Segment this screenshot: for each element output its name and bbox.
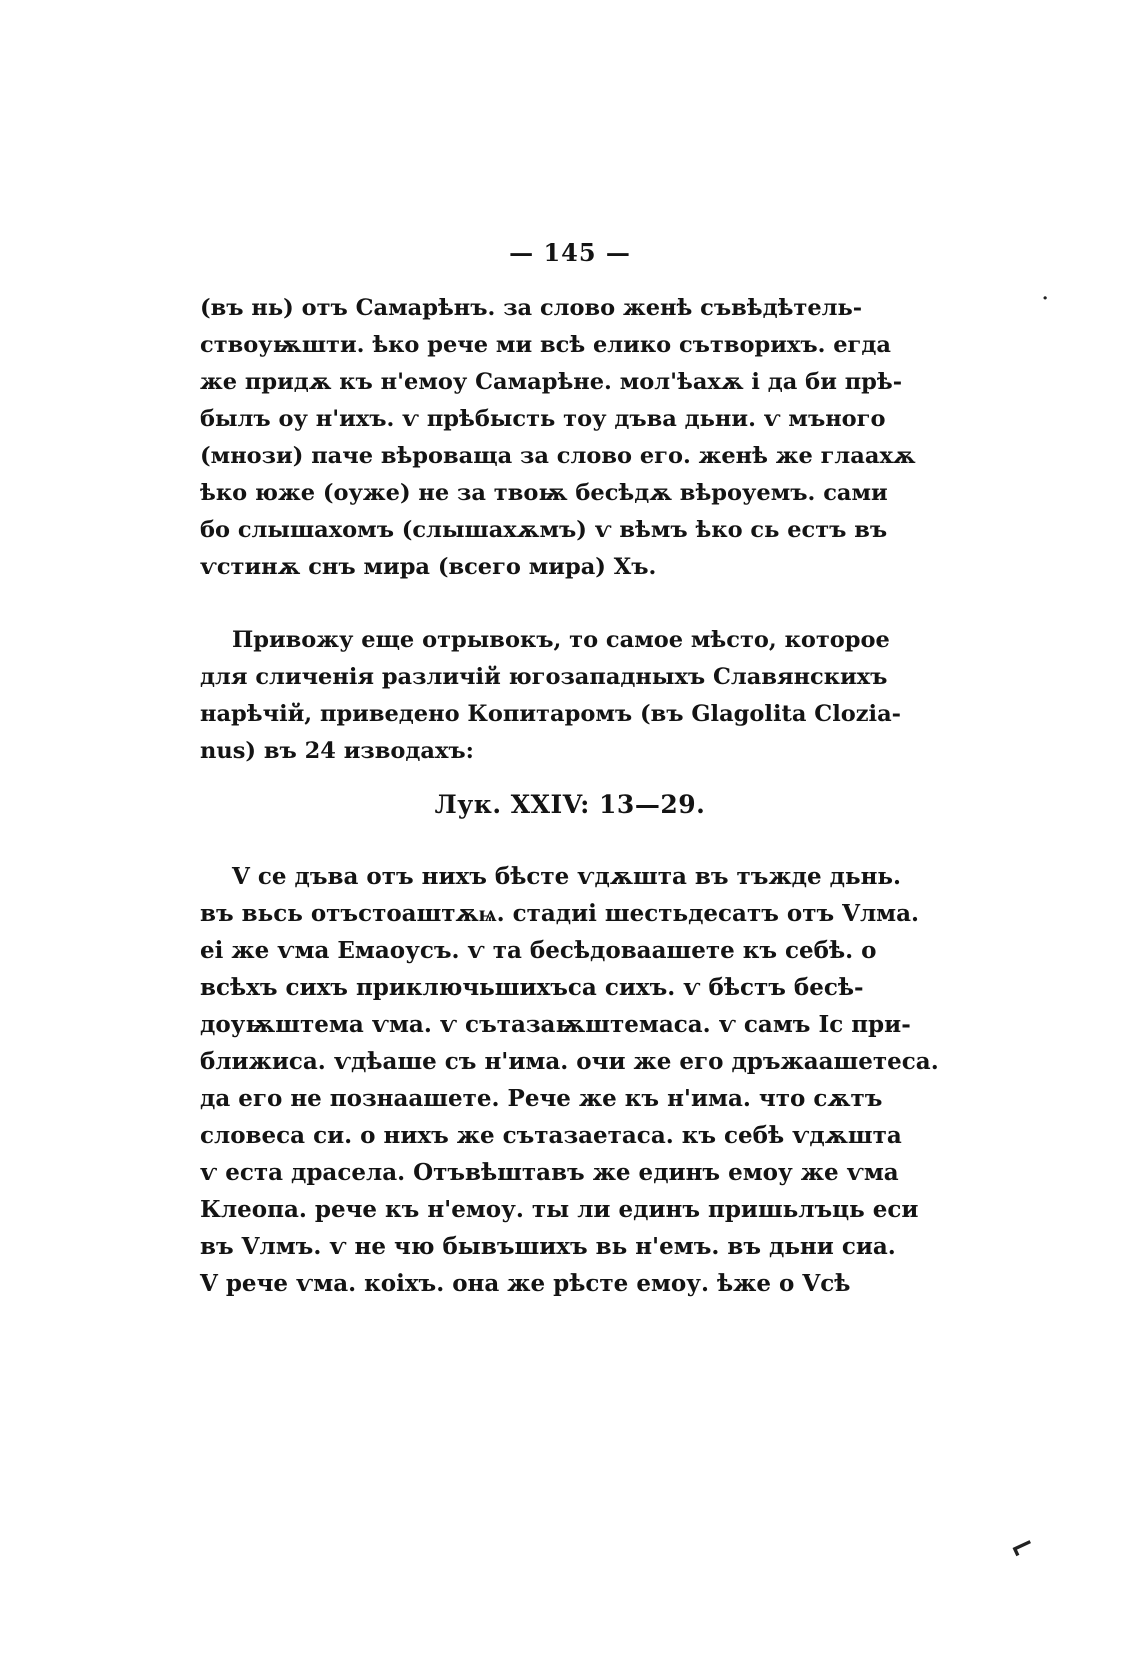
text-line: nus) въ 24 изводахъ:	[200, 738, 474, 764]
text-line: Клеопа. рече къ н'емоу. ты ли единъ пришьлъць еси	[200, 1196, 919, 1223]
paragraph-continuation	[200, 290, 916, 586]
text-line: въ вьсь отъстоаштѫѩ. стадиі шестьдесатъ отъ Vлма.	[200, 900, 920, 927]
page-number: — 145 —	[509, 238, 631, 267]
text-line: ѣко юже (оуже) не за твоѭ бесѣдѫ вѣроуемъ. сами	[200, 480, 888, 506]
text-line: всѣхъ сихъ приключьшихъса сихъ. ѵ бѣстъ бесѣ-	[200, 974, 864, 1001]
text-line: для сличенія различій югозападныхъ Славянскихъ	[200, 664, 888, 690]
text-line: V се дъва отъ нихъ бѣсте ѵдѫшта въ тъжде дьнь.	[232, 863, 902, 890]
text-line: былъ оу н'ихъ. ѵ прѣбысть тоу дъва дьни. ѵ мъного	[200, 406, 886, 432]
text-line: же придѫ къ н'емоу Самарѣне. мол'ѣахѫ і да би прѣ-	[200, 369, 903, 395]
section-heading: Лук. XXIV: 13—29.	[434, 790, 706, 819]
paragraph-scripture	[200, 858, 939, 1302]
text-line: въ Vлмъ. ѵ не чю бывъшихъ вь н'емъ. въ дьни сиа.	[200, 1233, 896, 1260]
text-line: ѵстинѫ снъ мира (всего мира) Хъ.	[200, 554, 657, 580]
text-line: (мнози) паче вѣроваща за слово его. женѣ же глаахѫ	[200, 443, 916, 469]
text-line: доуѭштема ѵма. ѵ сътазаѭштемаса. ѵ самъ Іс при-	[200, 1011, 911, 1038]
text-line: Привожу еще отрывокъ, то самое мѣсто, которое	[232, 627, 890, 653]
paragraph-intro	[200, 622, 902, 770]
text-line: еі же ѵма Емаоусъ. ѵ та бесѣдоваашете къ себѣ. о	[200, 937, 877, 964]
text-line: бо слышахомъ (слышахѫмъ) ѵ вѣмъ ѣко сь естъ въ	[200, 517, 888, 543]
text-line: ствоуѭшти. ѣко рече ми всѣ елико сътворихъ. егда	[200, 332, 891, 358]
text-line: словеса си. о нихъ же сътазаетаса. къ себѣ ѵдѫшта	[200, 1122, 902, 1149]
margin-dot-mark: ·	[1042, 288, 1049, 309]
text-line: V рече ѵма. коіхъ. она же рѣсте емоу. ѣже о Vсѣ	[200, 1270, 851, 1297]
margin-scribble-mark: ⌐	[1003, 1526, 1042, 1569]
text-line: (въ нь) отъ Самарѣнъ. за слово женѣ съвѣдѣтель-	[200, 295, 863, 321]
text-line: нарѣчій, приведено Копитаромъ (въ Glagolita Clozia-	[200, 701, 902, 727]
text-line: ближиса. ѵдѣаше съ н'има. очи же его дръжаашетеса.	[200, 1048, 939, 1075]
text-line: да его не познаашете. Рече же къ н'има. что сѫтъ	[200, 1085, 883, 1112]
text-line: ѵ еста драсела. Отъвѣштавъ же единъ емоу же ѵма	[200, 1159, 899, 1186]
